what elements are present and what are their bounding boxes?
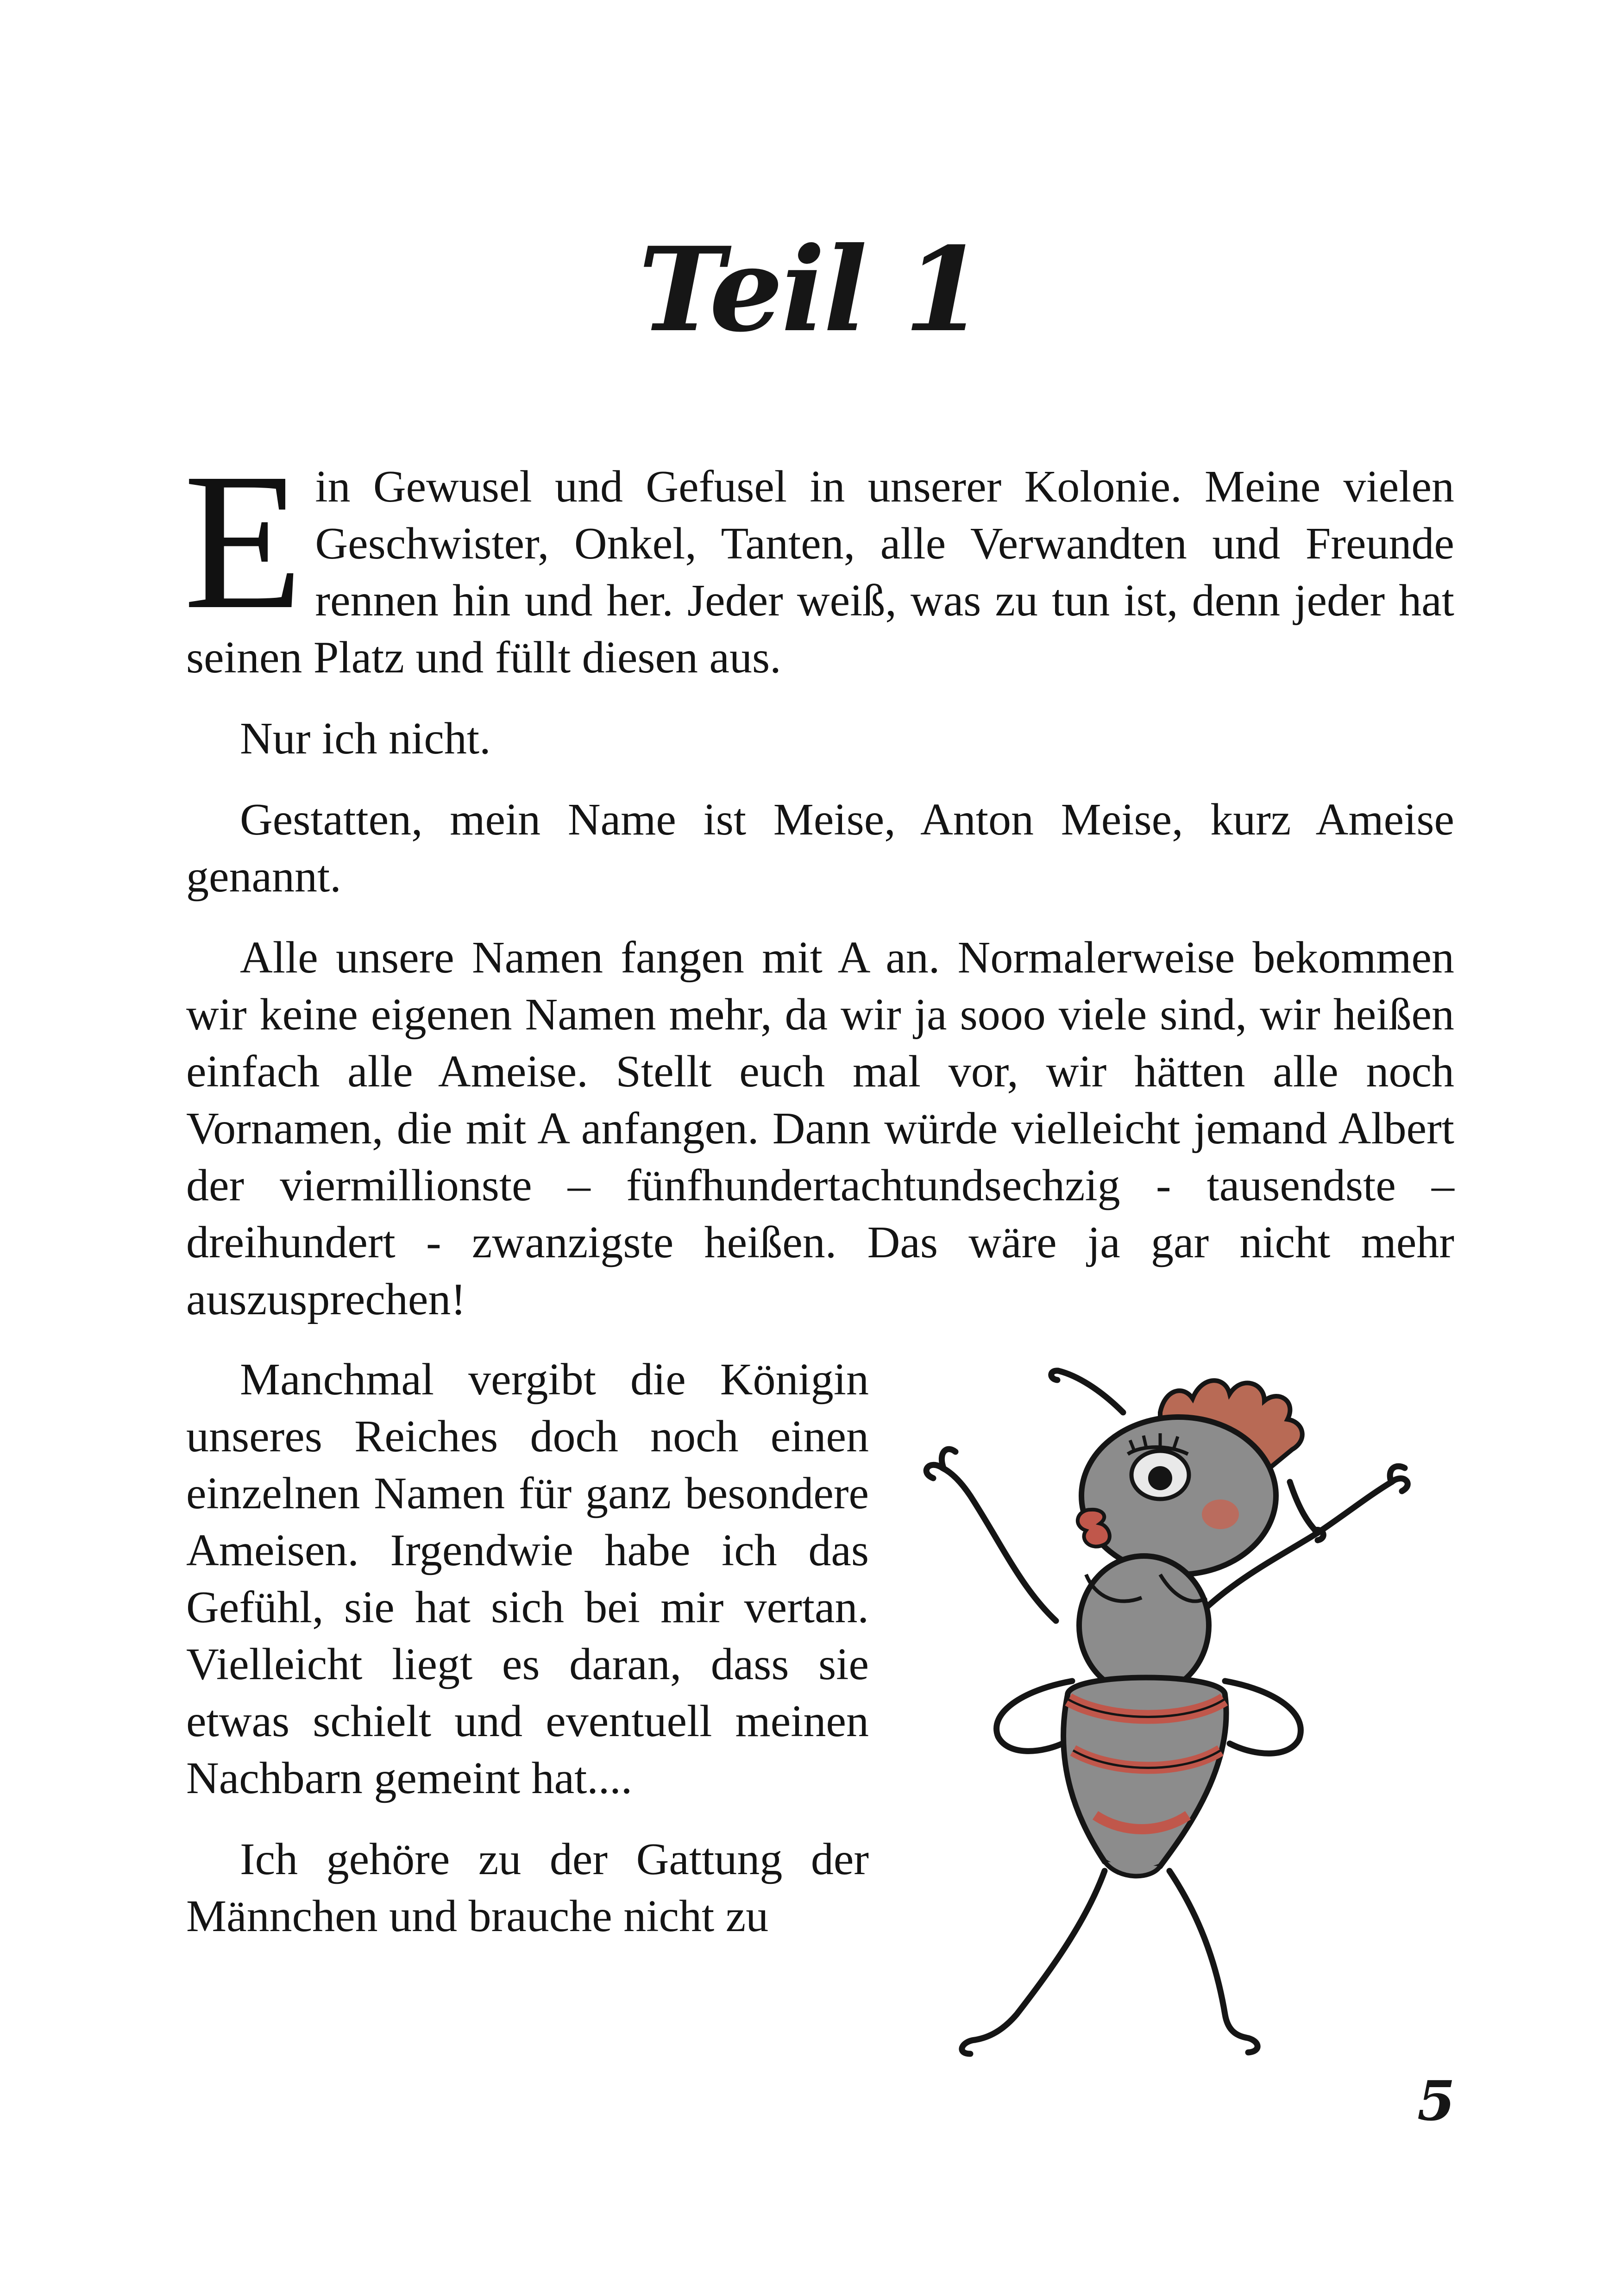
chapter-title: Teil 1 (638, 221, 983, 358)
paragraph-3: Gestatten, mein Name ist Meise, Anton Meise, kurz Ameise genannt. (186, 795, 1454, 902)
paragraph-2: Nur ich nicht. (240, 714, 491, 764)
side-text (186, 1351, 869, 1969)
main-text (183, 433, 1454, 1352)
paragraph-5: Manchmal vergibt die Königin unseres Reiches doch noch einen einzelnen Namen für ganz besondere Ameisen. Irgendwie habe ich das Gefühl, sie hat sich bei mir vertan. Vielleicht liegt es daran, dass sie etwas schielt und eventuell meinen Nachbarn gemeint hat.... (186, 1355, 869, 1803)
paragraph-6: Ich gehöre zu der Gattung der Männchen und brauche nicht zu (186, 1834, 869, 1941)
paragraph-1-text: in Gewusel und Gefusel in unserer Kolonie. Meine vielen Geschwister, Onkel, Tanten, alle Verwandten und Freunde rennen hin und her. Jeder weiß, was zu tun ist, denn jeder hat seinen Platz und füllt diesen aus. (186, 462, 1454, 683)
ant-queen-illustration (901, 1357, 1475, 2061)
drop-cap: E (183, 433, 303, 650)
page-number: 5 (1417, 2069, 1456, 2133)
paragraph-1 (183, 433, 1454, 686)
paragraph-4: Alle unsere Namen fangen mit A an. Normalerweise bekommen wir keine eigenen Namen mehr, da wir ja sooo viele sind, wir heißen einfach alle Ameise. Stellt euch mal vor, wir hätten alle noch Vornamen, die mit A anfangen. Dann würde vielleicht jemand Albert der viermillionste – fünfhundertachtundsechzig - tausendste – dreihundert - zwanzigste heißen. Das wäre ja gar nicht mehr auszusprechen! (186, 933, 1454, 1324)
